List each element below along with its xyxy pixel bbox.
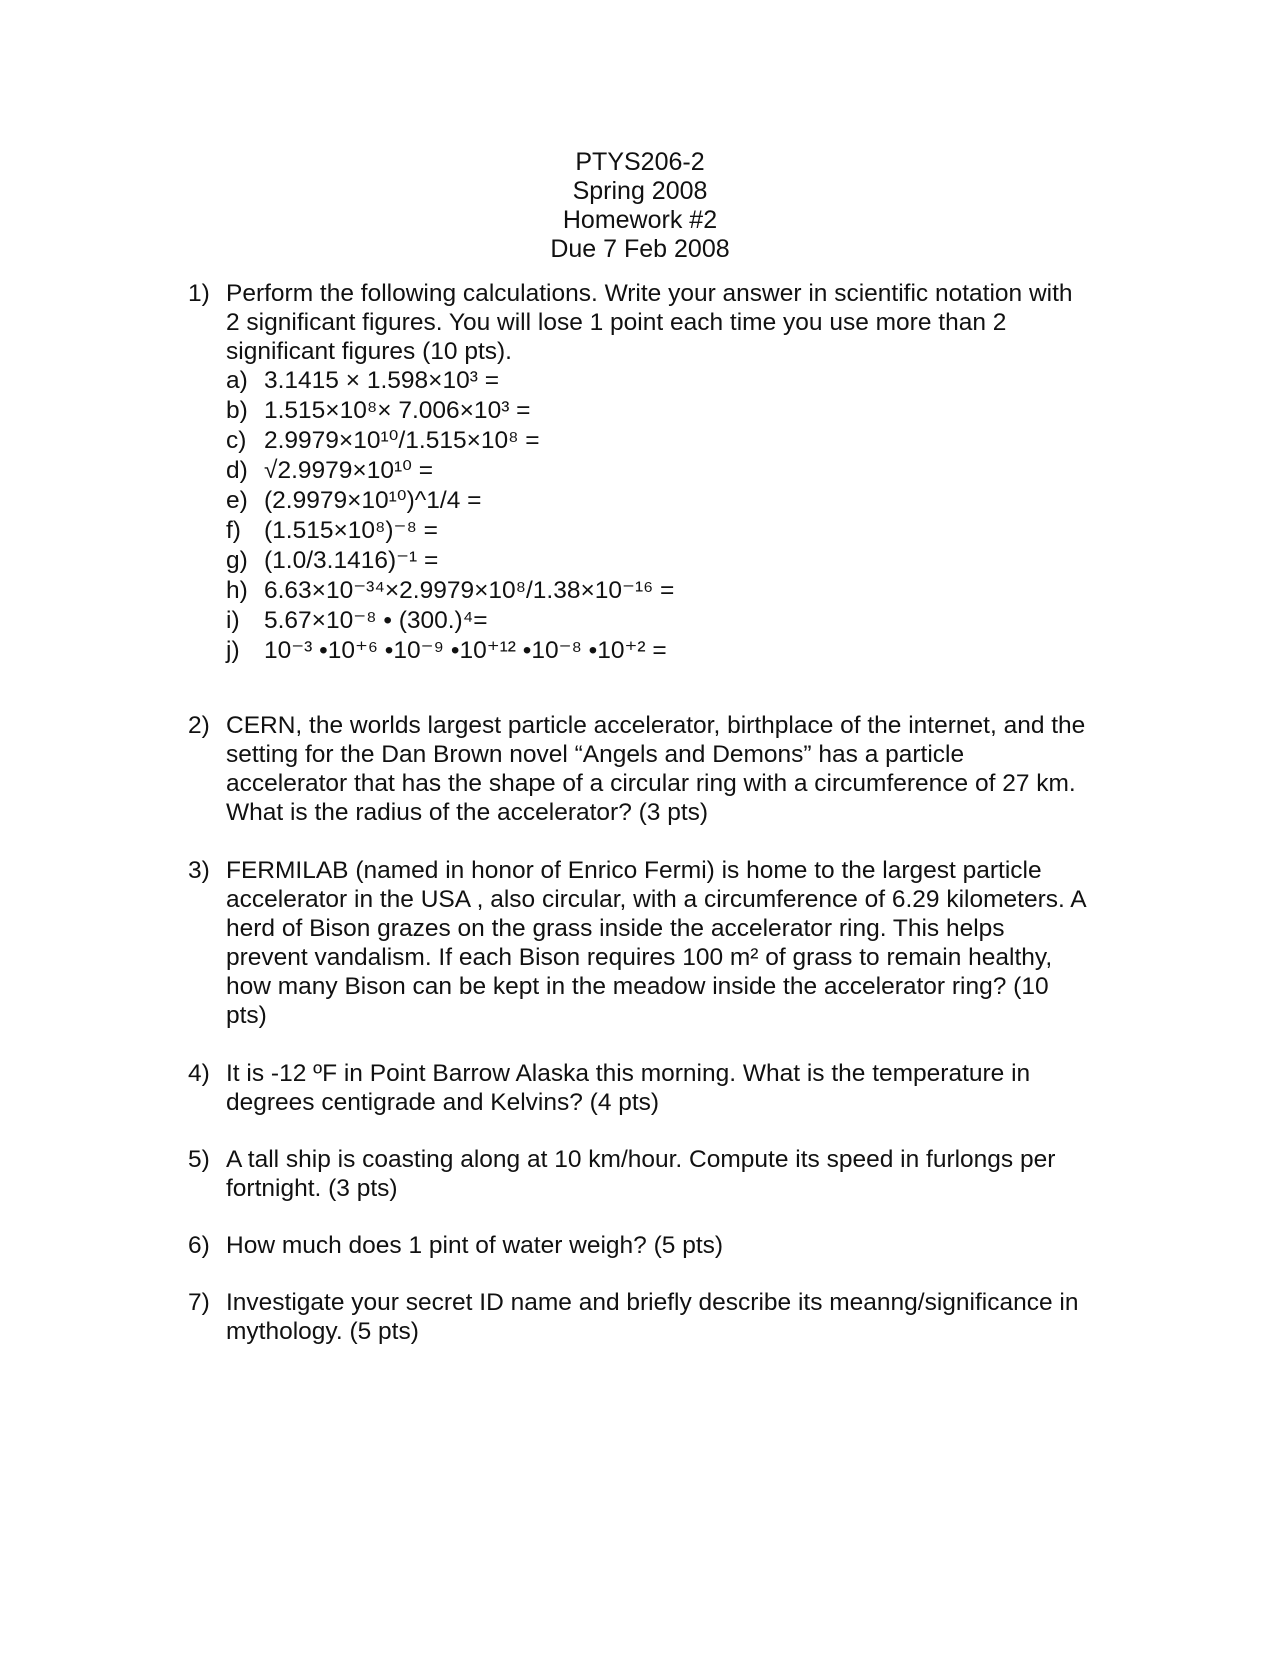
question-text: FERMILAB (named in honor of Enrico Fermi) is home to the largest particle accelerator in the USA , also circular, with a circumference of 6.29 kilometers. A herd of Bison grazes on the grass inside the accelerator ring. This helps prevent vandalism. If each Bison requires 100 m² of grass to remain healthy, how many Bison can be kept in the meadow inside the accelerator ring? (10 pts) — [226, 857, 1086, 1029]
due-date: Due 7 Feb 2008 — [550, 235, 730, 263]
question-text: It is -12 ºF in Point Barrow Alaska this morning. What is the temperature in degrees centigrade and Kelvins? (4 pts) — [226, 1060, 1031, 1116]
question-text: CERN, the worlds largest particle accelerator, birthplace of the internet, and the setting for the Dan Brown novel “Angels and Demons” has a particle accelerator that has the shape of a circular ring with a circumference of 27 km. What is the radius of the accelerator? (3 pts) — [226, 712, 1086, 826]
calc-item-i — [226, 606, 1088, 636]
question-number: 2) — [188, 712, 210, 739]
calc-expression: (2.9979×10¹⁰)^1/4 = — [264, 487, 482, 514]
question-number: 3) — [188, 857, 210, 884]
calc-item-b — [226, 396, 1088, 426]
course-code: PTYS206-2 — [575, 148, 705, 176]
calc-item-h — [226, 576, 1088, 606]
calc-letter: h) — [226, 577, 248, 604]
calc-letter: c) — [226, 427, 247, 454]
question-text: Investigate your secret ID name and briefly describe its meanng/significance in mythology. (5 pts) — [226, 1289, 1079, 1345]
calculation-list — [226, 366, 1088, 666]
question-number: 1) — [188, 280, 210, 307]
assignment-title: Homework #2 — [562, 206, 718, 234]
question-text: A tall ship is coasting along at 10 km/hour. Compute its speed in furlongs per fortnight. (3 pts) — [226, 1146, 1056, 1202]
question-number: 7) — [188, 1289, 210, 1316]
calc-letter: e) — [226, 487, 248, 514]
question-4 — [188, 1059, 1088, 1117]
calc-expression: (1.515×10⁸)⁻⁸ = — [264, 517, 438, 544]
calc-letter: j) — [226, 637, 240, 664]
calc-expression: (1.0/3.1416)⁻¹ = — [264, 547, 439, 574]
calc-expression: √2.9979×10¹⁰ = — [264, 457, 434, 484]
calc-expression: 2.9979×10¹⁰/1.515×10⁸ = — [264, 427, 540, 454]
calc-expression: 10⁻³ •10⁺⁶ •10⁻⁹ •10⁺¹² •10⁻⁸ •10⁺² = — [264, 637, 667, 664]
calc-item-g — [226, 546, 1088, 576]
calc-item-e — [226, 486, 1088, 516]
document-header — [0, 148, 1280, 264]
question-3 — [188, 856, 1088, 1030]
calc-expression: 5.67×10⁻⁸ • (300.)⁴= — [264, 607, 488, 634]
calc-item-c — [226, 426, 1088, 456]
calc-letter: i) — [226, 607, 240, 634]
calc-expression: 1.515×10⁸× 7.006×10³ = — [264, 397, 531, 424]
question-text: How much does 1 pint of water weigh? (5 pts) — [226, 1232, 724, 1259]
question-number: 6) — [188, 1232, 210, 1259]
calc-expression: 6.63×10⁻³⁴×2.9979×10⁸/1.38×10⁻¹⁶ = — [264, 577, 675, 604]
question-6 — [188, 1231, 1088, 1260]
question-number: 5) — [188, 1146, 210, 1173]
question-1 — [188, 279, 1088, 666]
calc-item-a — [226, 366, 1088, 396]
calc-letter: d) — [226, 457, 248, 484]
calc-expression: 3.1415 × 1.598×10³ = — [264, 367, 499, 394]
term: Spring 2008 — [572, 177, 708, 205]
question-text: Perform the following calculations. Write your answer in scientific notation with 2 significant figures. You will lose 1 point each time you use more than 2 significant figures (10 pts). — [226, 280, 1073, 365]
calc-letter: a) — [226, 367, 248, 394]
question-number: 4) — [188, 1060, 210, 1087]
question-2 — [188, 711, 1088, 827]
calc-item-f — [226, 516, 1088, 546]
calc-item-d — [226, 456, 1088, 486]
calc-letter: b) — [226, 397, 248, 424]
question-7 — [188, 1288, 1088, 1346]
calc-letter: f) — [226, 517, 241, 544]
question-5 — [188, 1145, 1088, 1203]
calc-letter: g) — [226, 547, 248, 574]
calc-item-j — [226, 636, 1088, 666]
